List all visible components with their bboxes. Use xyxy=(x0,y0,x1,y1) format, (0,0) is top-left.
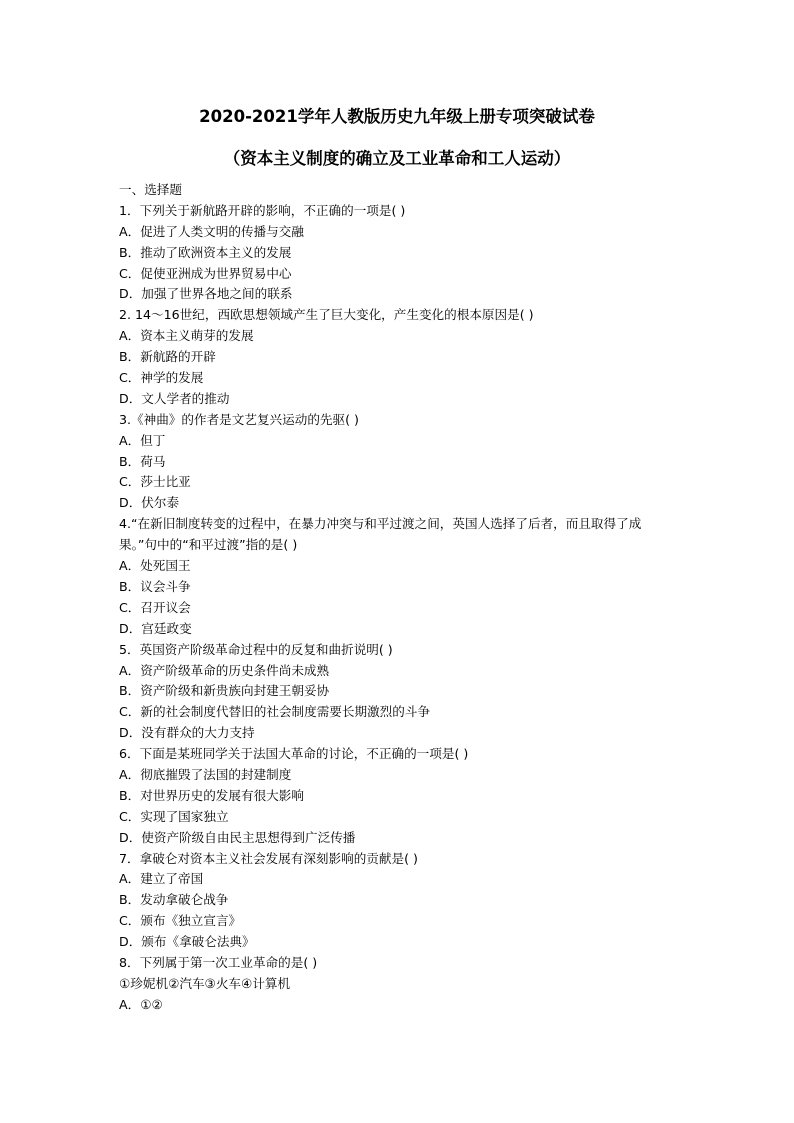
option-2d: D．文人学者的推动 xyxy=(119,390,230,406)
option-3d: D．伏尔泰 xyxy=(119,495,180,511)
question-stem-2: 2. 14～16世纪，西欧思想领域产生了巨大变化，产生变化的根本原因是( ) xyxy=(119,307,534,323)
question-stem-6: 6．下面是某班同学关于法国大革命的讨论，不正确的一项是( ) xyxy=(119,746,469,762)
question-stem-1: 1．下列关于新航路开辟的影响，不正确的一项是( ) xyxy=(119,202,406,218)
option-5b: B．资产阶级和新贵族向封建王朝妥协 xyxy=(119,683,330,699)
option-7b: B．发动拿破仑战争 xyxy=(119,892,229,908)
option-1d: D．加强了世界各地之间的联系 xyxy=(119,286,293,302)
question-stem-7: 7．拿破仑对资本主义社会发展有深刻影响的贡献是( ) xyxy=(119,850,418,866)
option-2b: B．新航路的开辟 xyxy=(119,349,216,365)
option-1c: C．促使亚洲成为世界贸易中心 xyxy=(119,265,292,281)
question-list xyxy=(119,180,679,1016)
option-3c: C．莎士比亚 xyxy=(119,474,191,490)
option-7c: C．颁布《独立宣言》 xyxy=(119,913,242,929)
question-8-items: ①珍妮机②汽车③火车④计算机 xyxy=(119,975,291,991)
option-1a: A．促进了人类文明的传播与交融 xyxy=(119,223,304,239)
option-2a: A．资本主义萌芽的发展 xyxy=(119,328,254,344)
option-2c: C．神学的发展 xyxy=(119,370,204,386)
question-stem-3: 3.《神曲》的作者是文艺复兴运动的先驱( ) xyxy=(119,411,359,427)
option-3b: B．荷马 xyxy=(119,453,166,469)
option-5d: D．没有群众的大力支持 xyxy=(119,725,255,741)
section-heading: 一、选择题 xyxy=(119,182,182,197)
option-6b: B．对世界历史的发展有很大影响 xyxy=(119,787,304,803)
option-6d: D．使资产阶级自由民主思想得到广泛传播 xyxy=(119,829,356,845)
option-4b: B．议会斗争 xyxy=(119,578,191,594)
option-5a: A．资产阶级革命的历史条件尚未成熟 xyxy=(119,662,330,678)
option-6a: A．彻底摧毁了法国的封建制度 xyxy=(119,766,292,782)
question-stem-4: 4.“在新旧制度转变的过程中，在暴力冲突与和平过渡之间，英国人选择了后者，而且取得了成果。”句中的“和平过渡”指的是( ) xyxy=(119,516,642,553)
option-3a: A．但丁 xyxy=(119,432,166,448)
option-5c: C．新的社会制度代替旧的社会制度需要长期激烈的斗争 xyxy=(119,704,431,720)
document-subtitle: （资本主义制度的确立及工业革命和工人运动） xyxy=(223,149,571,168)
option-6c: C．实现了国家独立 xyxy=(119,808,229,824)
option-4c: C．召开议会 xyxy=(119,599,191,615)
option-7a: A．建立了帝国 xyxy=(119,871,204,887)
question-stem-5: 5．英国资产阶级革命过程中的反复和曲折说明( ) xyxy=(119,641,393,657)
question-stem-8: 8．下列属于第一次工业革命的是( ) xyxy=(119,954,318,970)
option-4a: A．处死国王 xyxy=(119,558,191,574)
option-4d: D．宫廷政变 xyxy=(119,620,192,636)
option-7d: D．颁布《拿破仑法典》 xyxy=(119,934,255,950)
option-1b: B．推动了欧洲资本主义的发展 xyxy=(119,244,292,260)
document-title: 2020-2021学年人教版历史九年级上册专项突破试卷 xyxy=(199,107,595,126)
option-8a: A．①② xyxy=(119,996,163,1012)
